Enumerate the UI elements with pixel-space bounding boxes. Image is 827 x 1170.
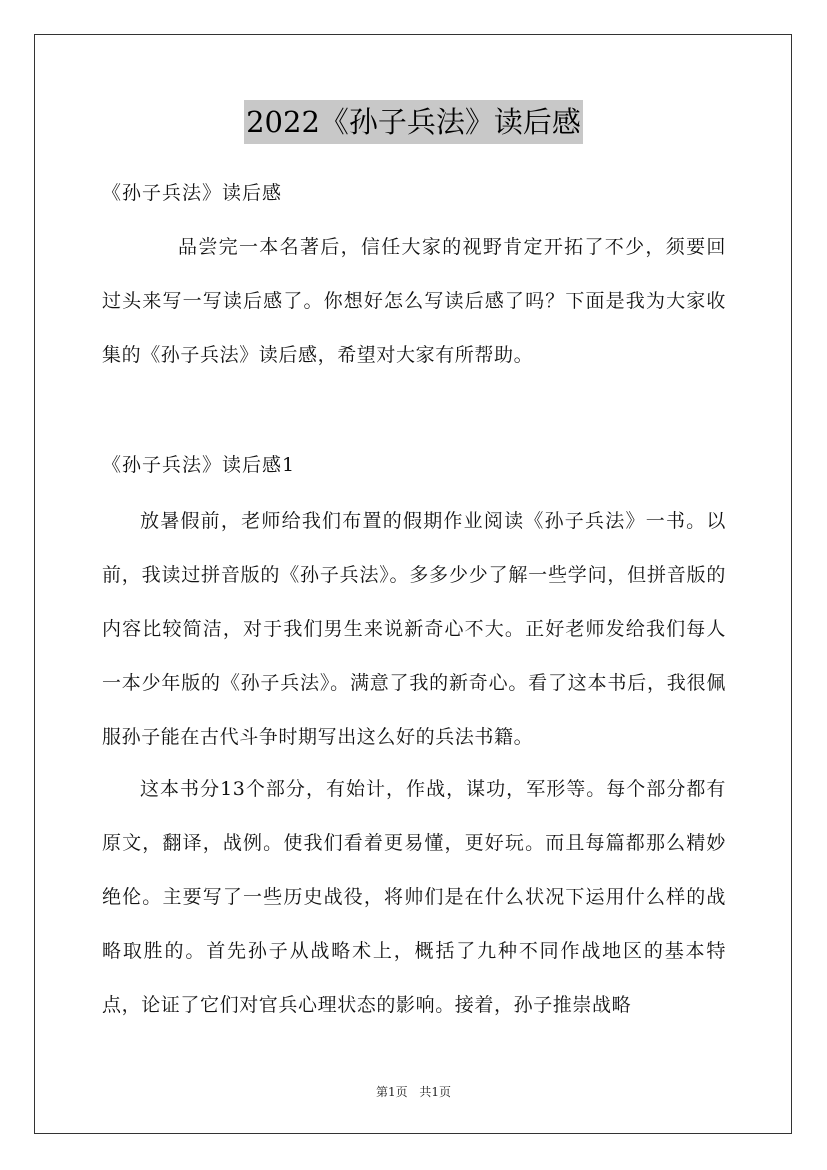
body-paragraph-2: 这本书分13个部分，有始计，作战，谋功，军形等。每个部分都有原文，翻译，战例。使我们看着更易懂，更好玩。而且每篇都那么精妙绝伦。主要写了一些历史战役，将帅们是在什么状况下运用什么样的战略取胜的。首先孙子从战略术上，概括了九种不同作战地区的基本特点，论证了它们对官兵心理状态的影响。接着，孙子推崇战略 (102, 778, 726, 1016)
page-total: 共1页 (419, 1085, 452, 1099)
essay-subtitle: 《孙子兵法》读后感1 (102, 454, 296, 476)
intro-paragraph: 品尝完一本名著后，信任大家的视野肯定开拓了不少，须要回过头来写一写读后感了。你想好怎么写读后感了吗？下面是我为大家收集的《孙子兵法》读后感，希望对大家有所帮助。 (102, 236, 726, 366)
page-number: 第1页 (375, 1085, 408, 1099)
page-footer (0, 1084, 827, 1100)
section-subtitle: 《孙子兵法》读后感 (102, 182, 283, 204)
document-title: 2022《孙子兵法》读后感 (244, 100, 583, 144)
body-paragraph-1: 放暑假前，老师给我们布置的假期作业阅读《孙子兵法》一书。以前，我读过拼音版的《孙子兵法》。多多少少了解一些学问，但拼音版的内容比较简洁，对于我们男生来说新奇心不大。正好老师发给我们每人一本少年版的《孙子兵法》。满意了我的新奇心。看了这本书后，我很佩服孙子能在古代斗争时期写出这么好的兵法书籍。 (102, 510, 726, 748)
title-wrap (0, 100, 827, 144)
